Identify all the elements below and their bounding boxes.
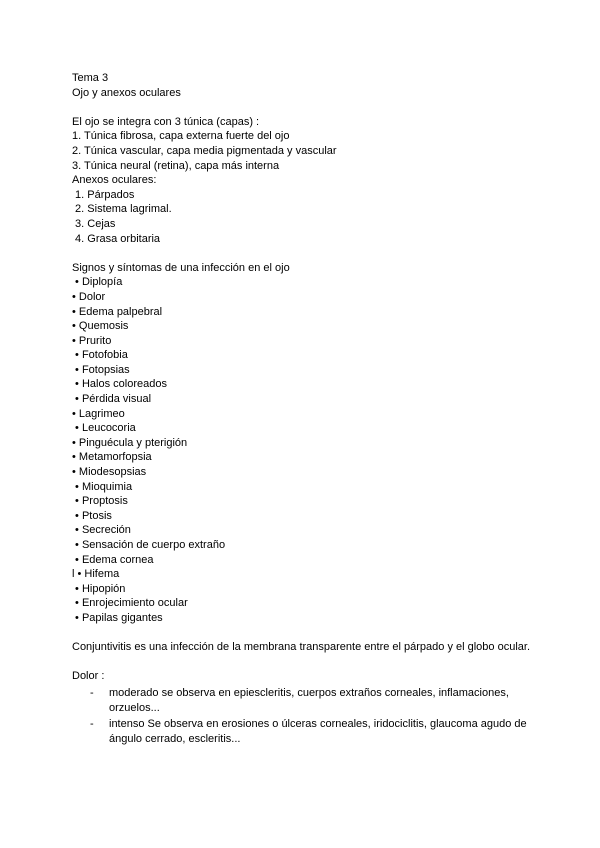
spacer (72, 246, 532, 261)
signo-item: • Lagrimeo (72, 407, 125, 420)
signos-list (72, 275, 532, 625)
signo-item: • Hipopión (72, 582, 126, 595)
signo-item: • Metamorfopsia (72, 451, 152, 464)
topic-subtitle: Ojo y anexos oculares (72, 86, 181, 99)
spacer (72, 100, 532, 115)
tunicas-intro: El ojo se integra con 3 túnica (capas) : (72, 115, 260, 128)
signo-item: • Papilas gigantes (72, 611, 163, 624)
signo-item: l • Hifema (72, 568, 120, 581)
signo-item: • Secreción (72, 524, 131, 537)
topic-heading: Tema 3 (72, 72, 109, 84)
signo-item: • Quemosis (72, 320, 129, 333)
dolor-item-text: moderado se observa en epiescleritis, cuerpos extraños corneales, inflamaciones, orzuelos... (109, 686, 509, 714)
signo-item: • Ptosis (72, 509, 112, 522)
signo-item: • Dolor (72, 290, 106, 303)
signo-item: • Prurito (72, 334, 112, 347)
dash-bullet: - (90, 686, 94, 699)
signo-item: • Diplopía (72, 276, 123, 289)
signo-item: • Pérdida visual (72, 393, 152, 406)
dolor-title: Dolor : (72, 670, 105, 683)
anexo-item-4: 4. Grasa orbitaria (72, 232, 161, 245)
signo-item: • Fotofobia (72, 349, 128, 362)
signos-title: Signos y síntomas de una infección en el ojo (72, 261, 290, 274)
signo-item: • Halos coloreados (72, 378, 167, 391)
tunica-item-1: 1. Túnica fibrosa, capa externa fuerte del ojo (72, 130, 290, 143)
anexo-item-3: 3. Cejas (72, 217, 116, 230)
signo-item: • Mioquimia (72, 480, 133, 493)
spacer (72, 655, 532, 670)
dash-bullet: - (90, 718, 94, 731)
signo-item: • Fotopsias (72, 363, 130, 376)
signo-item: • Enrojecimiento ocular (72, 597, 188, 610)
anexo-item-2: 2. Sistema lagrimal. (72, 203, 172, 216)
signo-item: • Sensación de cuerpo extraño (72, 539, 226, 551)
signo-item: • Proptosis (72, 495, 128, 508)
conjuntivitis-paragraph: Conjuntivitis es una infección de la membrana transparente entre el párpado y el globo ocular. (72, 641, 530, 654)
dolor-item (72, 717, 532, 746)
signo-item: • Leucocoria (72, 422, 136, 435)
spacer (72, 626, 532, 641)
signo-item: • Miodesopsias (72, 466, 147, 479)
signo-item: • Pinguécula y pterigión (72, 436, 188, 449)
anexos-title: Anexos oculares: (72, 174, 157, 187)
signo-item: • Edema palpebral (72, 305, 163, 318)
anexo-item-1: 1. Párpados (72, 188, 135, 201)
dolor-item-text: intenso Se observa en erosiones o úlceras corneales, iridociclitis, glaucoma agudo de ángulo cerrado, escleritis... (109, 718, 527, 745)
document-content (72, 71, 532, 748)
dolor-list (72, 686, 532, 746)
tunica-item-2: 2. Túnica vascular, capa media pigmentada y vascular (72, 144, 337, 157)
tunica-item-3: 3. Túnica neural (retina), capa más interna (72, 159, 280, 172)
dolor-item (72, 686, 532, 715)
signo-item: • Edema cornea (72, 553, 154, 566)
